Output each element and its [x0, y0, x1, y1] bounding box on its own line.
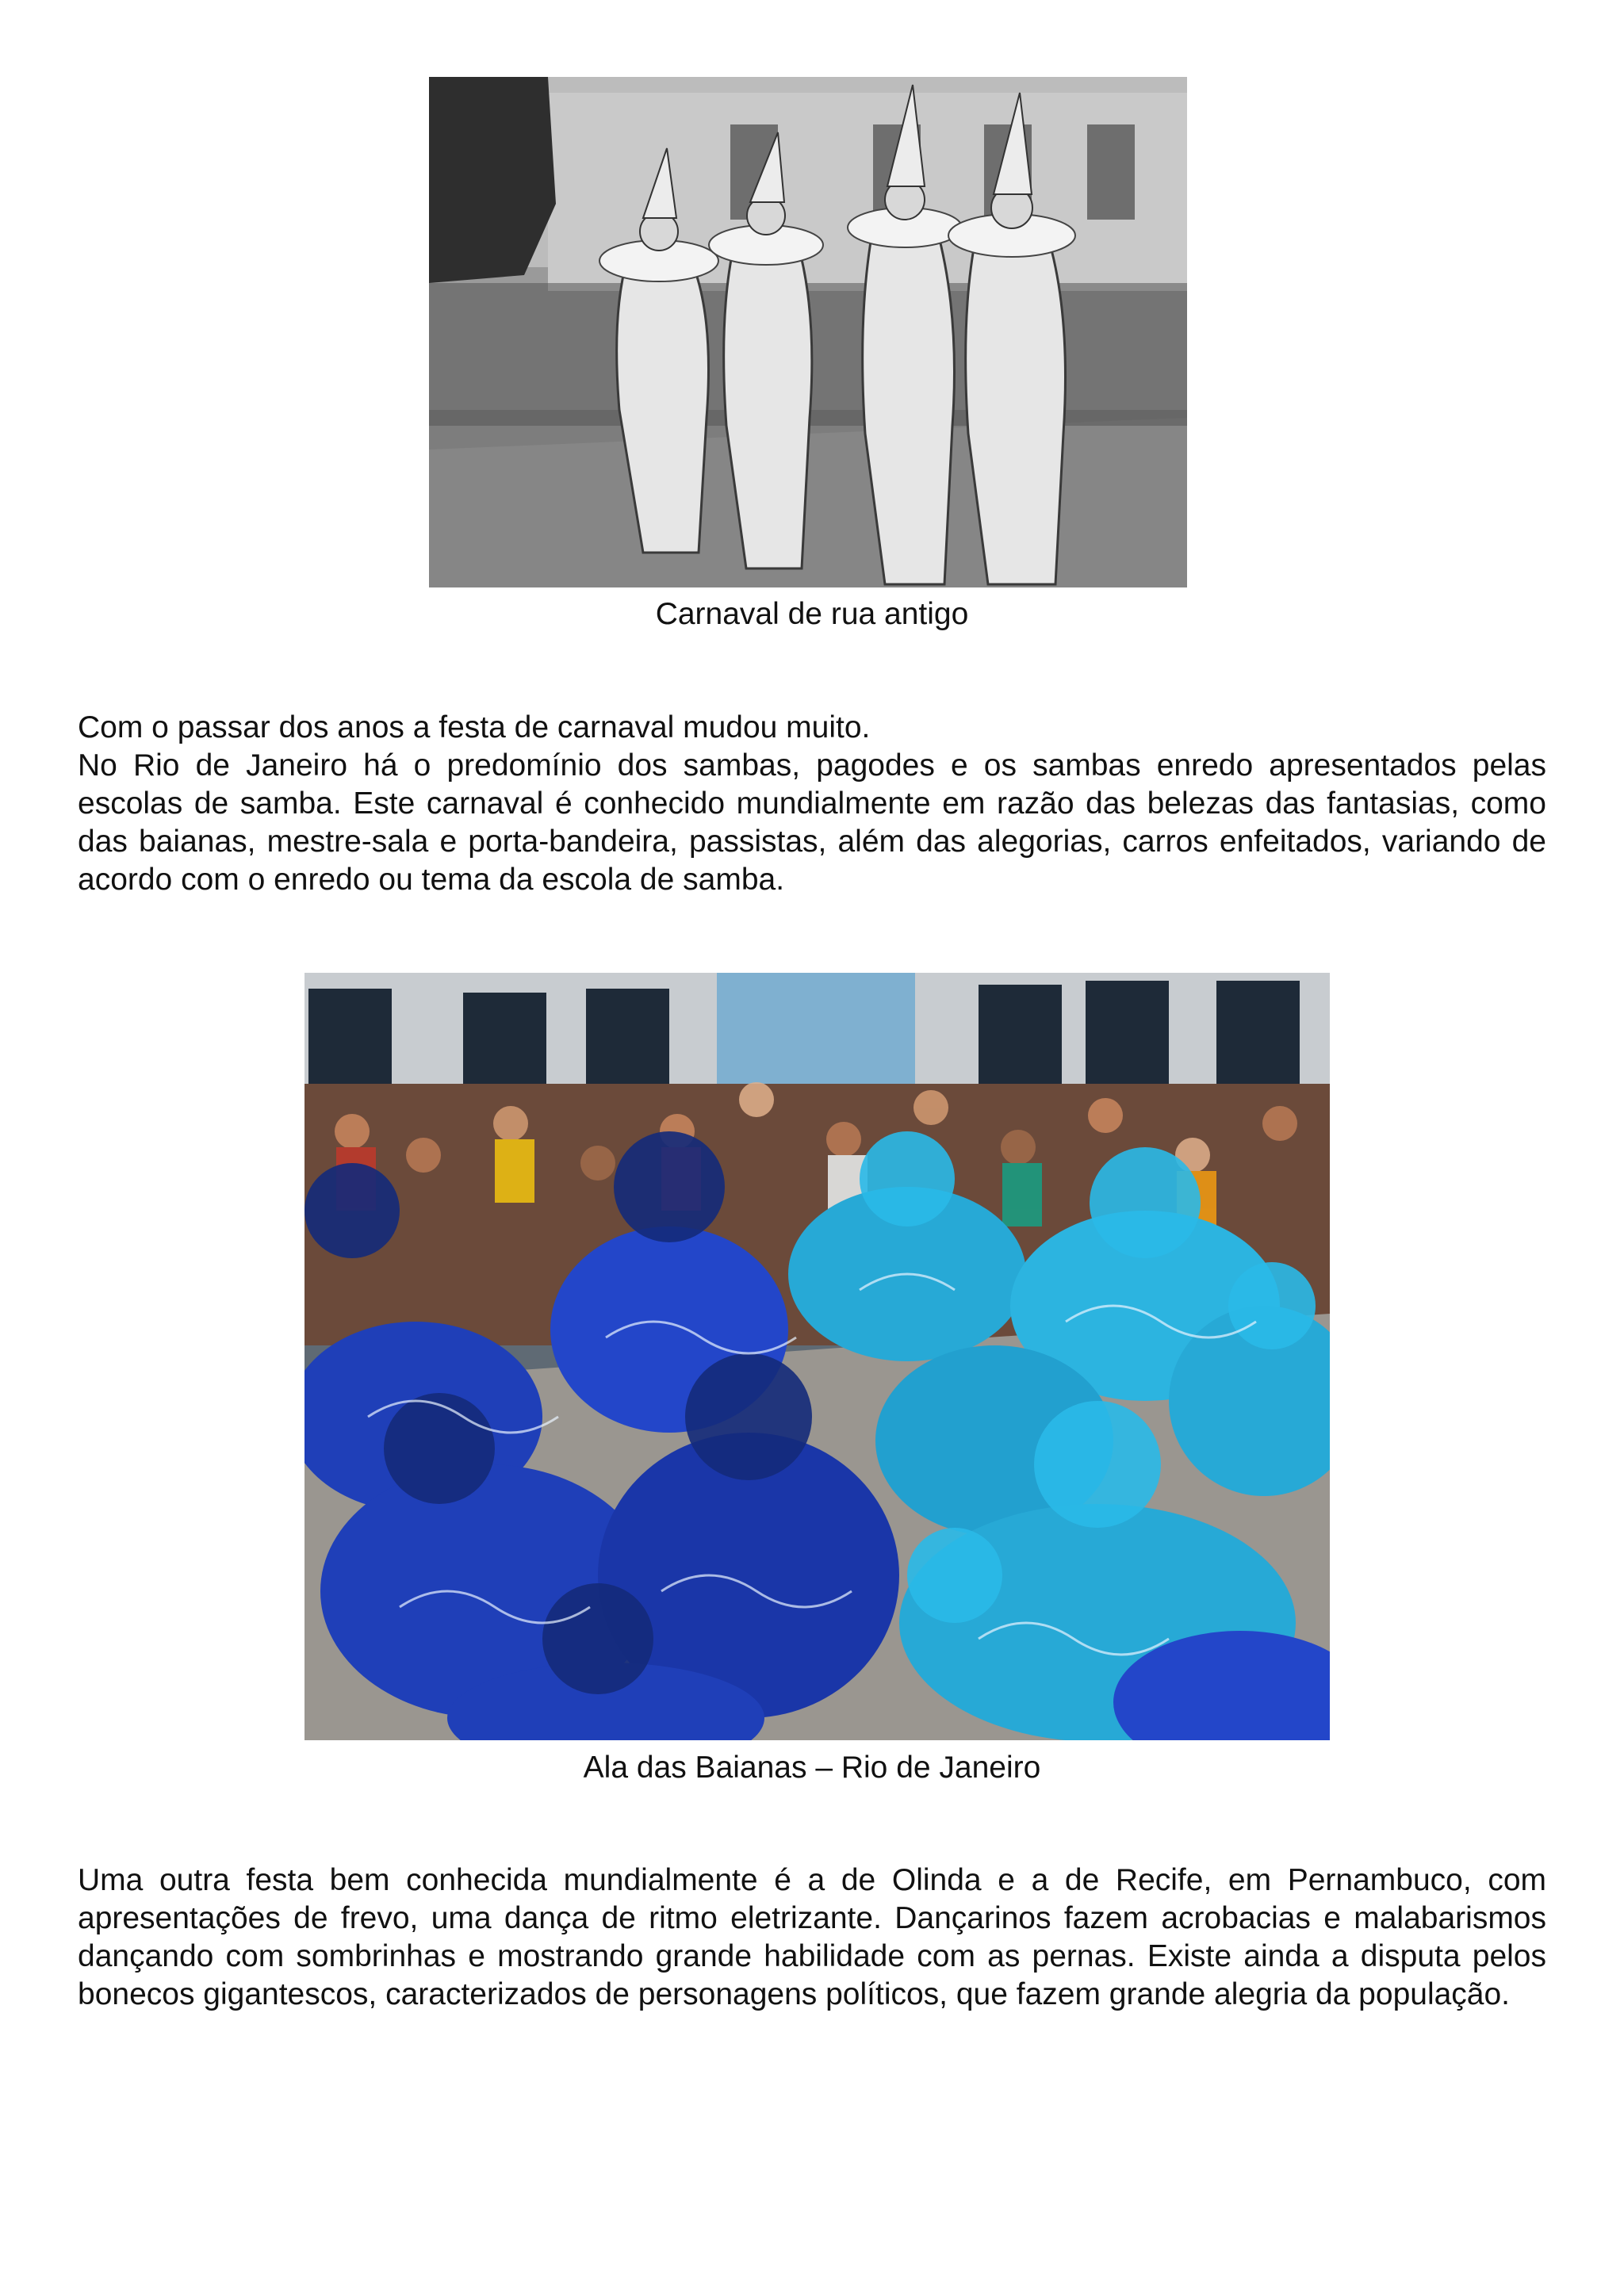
old-street-carnival-photo: [429, 77, 1187, 587]
figure-caption: Ala das Baianas – Rio de Janeiro: [583, 1751, 1041, 1785]
ala-das-baianas-photo: [304, 973, 1330, 1740]
paragraph-olinda-recife: Uma outra festa bem conhecida mundialmente é a de Olinda e a de Recife, em Pernambuco, com apresentações de frevo, uma dança de ritmo eletrizante. Dançarinos fazem acrobacias e malabarismos dançando com sombrinhas e mostrando grande habilidade com as pernas. Existe ainda a disputa pelos bonecos gigantescos, caracterizados de personagens políticos, que fazem grande alegria da população.: [78, 1863, 1546, 2011]
paragraph-first-line: Com o passar dos anos a festa de carnaval mudou muito.: [78, 710, 871, 744]
paragraph-rio-carnival: [78, 709, 1546, 899]
paragraph-body: No Rio de Janeiro há o predomínio dos sambas, pagodes e os sambas enredo apresentados pelas escolas de samba. Este carnaval é conhecido mundialmente em razão das belezas das fantasias, como das baianas, mestre-sala e porta-bandeira, passistas, além das alegorias, carros enfeitados, variando de acordo com o enredo ou tema da escola de samba.: [78, 748, 1546, 897]
figure-caption: Carnaval de rua antigo: [655, 597, 969, 631]
